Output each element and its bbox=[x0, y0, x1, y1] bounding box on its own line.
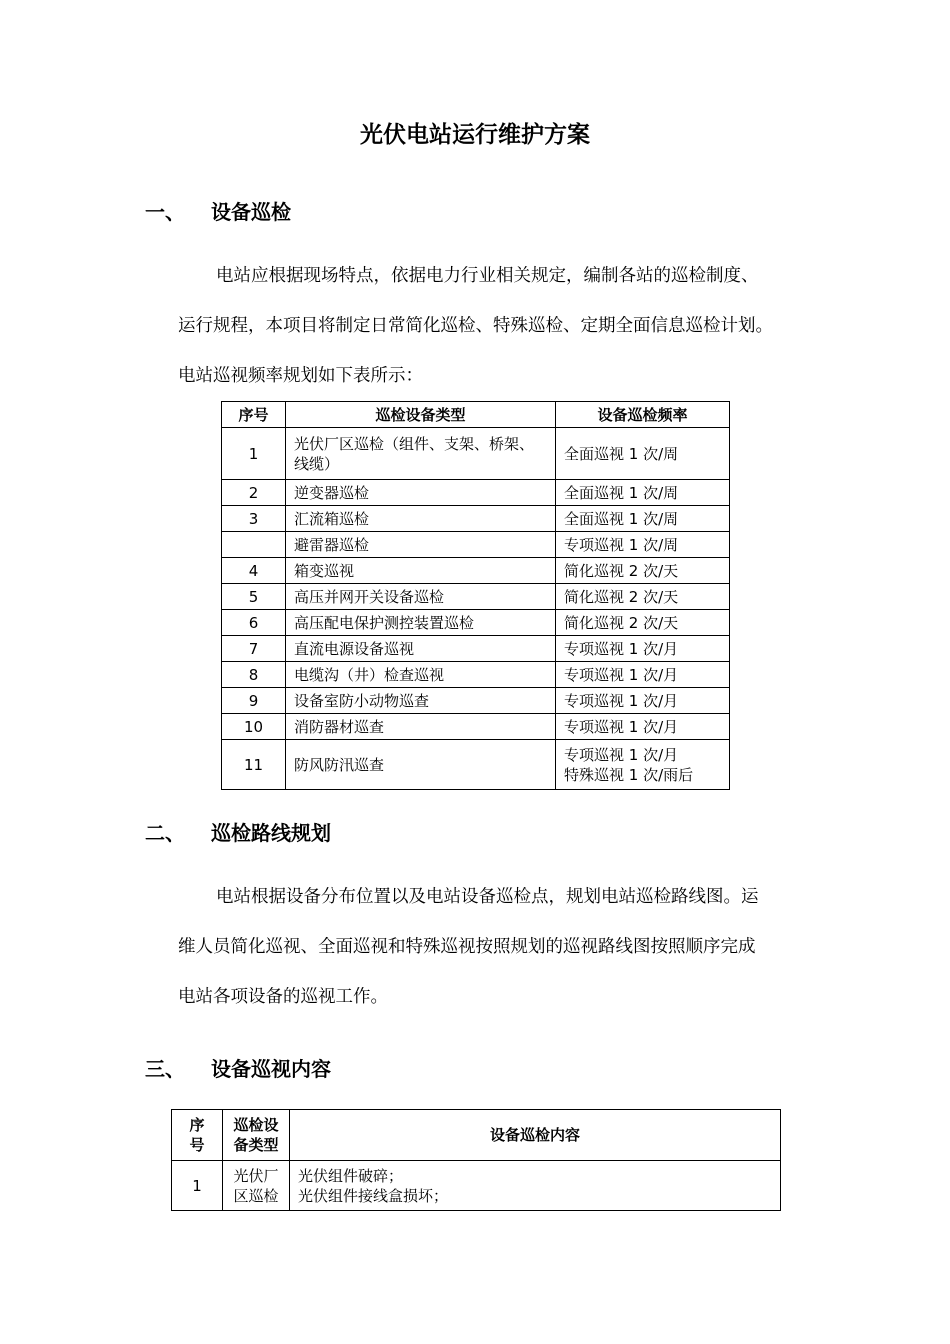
row-type: 光伏厂区巡检（组件、支架、桥架、 线缆） bbox=[286, 428, 556, 480]
paragraph-line: 电站应根据现场特点，依据电力行业相关规定，编制各站的巡检制度、 bbox=[216, 266, 759, 286]
row-frequency: 专项巡视 1 次/月 bbox=[556, 662, 730, 688]
header-type: 巡检设 备类型 bbox=[223, 1110, 290, 1161]
row-type: 逆变器巡检 bbox=[286, 480, 556, 506]
section-heading-2 bbox=[145, 819, 331, 847]
row-no bbox=[222, 532, 286, 558]
header-frequency: 设备巡检频率 bbox=[556, 402, 730, 428]
row-type: 避雷器巡检 bbox=[286, 532, 556, 558]
row-no: 6 bbox=[222, 610, 286, 636]
section-title: 设备巡检 bbox=[211, 200, 291, 224]
row-type: 消防器材巡查 bbox=[286, 714, 556, 740]
row-type: 防风防汛巡查 bbox=[286, 740, 556, 790]
table-row bbox=[222, 584, 730, 610]
row-no: 9 bbox=[222, 688, 286, 714]
paragraph-line: 维人员简化巡视、全面巡视和特殊巡视按照规划的巡视路线图按照顺序完成 bbox=[178, 937, 756, 957]
row-frequency: 简化巡视 2 次/天 bbox=[556, 558, 730, 584]
row-type: 电缆沟（井）检查巡视 bbox=[286, 662, 556, 688]
row-no: 11 bbox=[222, 740, 286, 790]
table-header-row bbox=[222, 402, 730, 428]
section-number: 二、 bbox=[145, 821, 185, 845]
row-type: 高压配电保护测控装置巡检 bbox=[286, 610, 556, 636]
table-row bbox=[222, 714, 730, 740]
paragraph-line: 电站各项设备的巡视工作。 bbox=[178, 987, 388, 1007]
row-frequency: 简化巡视 2 次/天 bbox=[556, 610, 730, 636]
section-heading-1 bbox=[145, 198, 291, 226]
table-row bbox=[222, 610, 730, 636]
table-row bbox=[222, 480, 730, 506]
section-number: 三、 bbox=[145, 1057, 185, 1081]
header-no: 序 号 bbox=[172, 1110, 223, 1161]
row-content: 光伏组件破碎； 光伏组件接线盒损坏； bbox=[290, 1161, 781, 1211]
section-heading-3 bbox=[145, 1055, 331, 1083]
row-frequency: 简化巡视 2 次/天 bbox=[556, 584, 730, 610]
row-frequency: 专项巡视 1 次/月 特殊巡视 1 次/雨后 bbox=[556, 740, 730, 790]
row-type: 汇流箱巡检 bbox=[286, 506, 556, 532]
table-row bbox=[172, 1161, 781, 1211]
table-header-row bbox=[172, 1110, 781, 1161]
paragraph-line: 运行规程，本项目将制定日常简化巡检、特殊巡检、定期全面信息巡检计划。 bbox=[178, 316, 773, 336]
section-title: 巡检路线规划 bbox=[211, 821, 331, 845]
row-no: 1 bbox=[222, 428, 286, 480]
table-row bbox=[222, 428, 730, 480]
table-row bbox=[222, 740, 730, 790]
row-no: 7 bbox=[222, 636, 286, 662]
page-title: 光伏电站运行维护方案 bbox=[360, 122, 590, 148]
row-no: 4 bbox=[222, 558, 286, 584]
table-row bbox=[222, 688, 730, 714]
row-type: 光伏厂 区巡检 bbox=[223, 1161, 290, 1211]
row-frequency: 专项巡视 1 次/月 bbox=[556, 688, 730, 714]
row-type: 箱变巡视 bbox=[286, 558, 556, 584]
row-no: 10 bbox=[222, 714, 286, 740]
row-no: 5 bbox=[222, 584, 286, 610]
row-type: 设备室防小动物巡查 bbox=[286, 688, 556, 714]
paragraph-line: 电站巡视频率规划如下表所示： bbox=[178, 366, 423, 386]
paragraph-line: 电站根据设备分布位置以及电站设备巡检点，规划电站巡检路线图。运 bbox=[216, 887, 759, 907]
row-frequency: 专项巡视 1 次/月 bbox=[556, 636, 730, 662]
header-type: 巡检设备类型 bbox=[286, 402, 556, 428]
row-type: 高压并网开关设备巡检 bbox=[286, 584, 556, 610]
inspection-frequency-table bbox=[221, 401, 730, 790]
row-no: 8 bbox=[222, 662, 286, 688]
table-row bbox=[222, 636, 730, 662]
row-type: 直流电源设备巡视 bbox=[286, 636, 556, 662]
table-row bbox=[222, 506, 730, 532]
table-row bbox=[222, 662, 730, 688]
row-frequency: 专项巡视 1 次/月 bbox=[556, 714, 730, 740]
section-title: 设备巡视内容 bbox=[211, 1057, 331, 1081]
row-frequency: 全面巡视 1 次/周 bbox=[556, 506, 730, 532]
row-no: 1 bbox=[172, 1161, 223, 1211]
row-no: 3 bbox=[222, 506, 286, 532]
row-frequency: 专项巡视 1 次/周 bbox=[556, 532, 730, 558]
header-no: 序号 bbox=[222, 402, 286, 428]
table-row bbox=[222, 532, 730, 558]
inspection-content-table bbox=[171, 1109, 781, 1211]
row-frequency: 全面巡视 1 次/周 bbox=[556, 428, 730, 480]
table-row bbox=[222, 558, 730, 584]
row-frequency: 全面巡视 1 次/周 bbox=[556, 480, 730, 506]
row-no: 2 bbox=[222, 480, 286, 506]
section-number: 一、 bbox=[145, 200, 185, 224]
header-content: 设备巡检内容 bbox=[290, 1110, 781, 1161]
